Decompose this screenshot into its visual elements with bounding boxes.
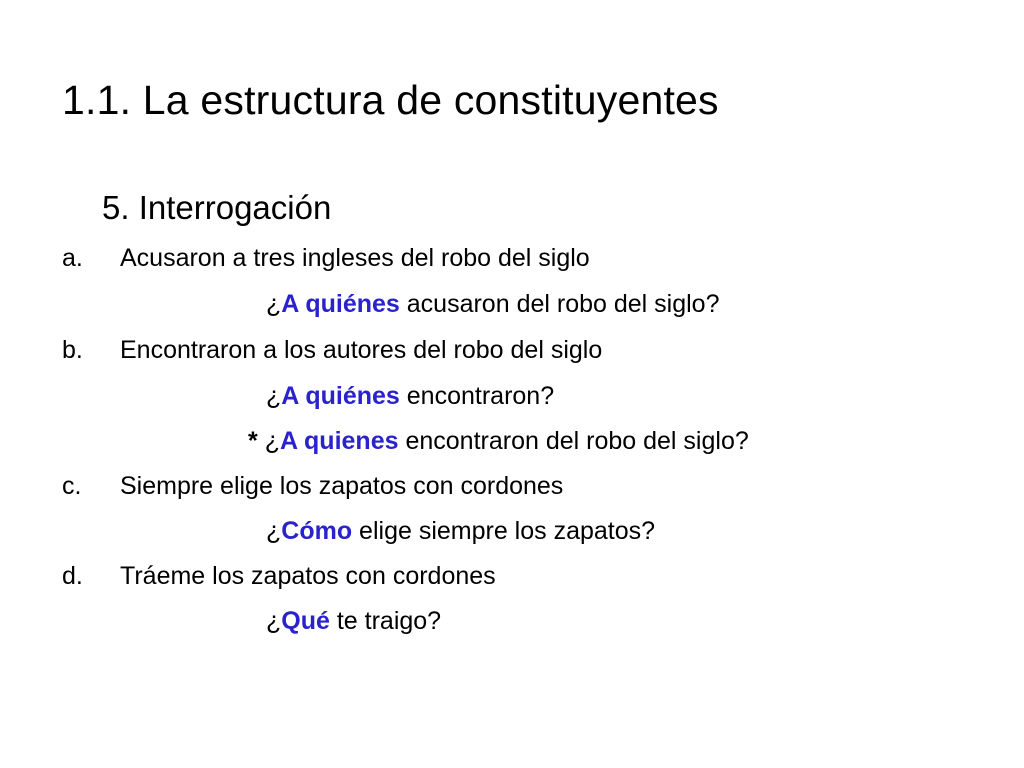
wh-keyword: A quiénes bbox=[281, 382, 400, 410]
question-line bbox=[266, 287, 719, 321]
question-rest: te traigo? bbox=[329, 607, 442, 635]
example-question bbox=[0, 379, 1024, 413]
sentence-text: Tráeme los zapatos con cordones bbox=[120, 562, 496, 590]
wh-keyword: A quienes bbox=[279, 427, 399, 455]
wh-keyword: Cómo bbox=[281, 517, 353, 545]
open-question-mark: ¿ bbox=[266, 607, 282, 635]
question-line bbox=[248, 424, 749, 458]
sentence-text: Encontraron a los autores del robo del siglo bbox=[120, 336, 603, 364]
open-question-mark: ¿ bbox=[266, 290, 282, 318]
list-marker: d. bbox=[62, 562, 83, 590]
open-question-mark: ¿ bbox=[264, 427, 280, 455]
example-question bbox=[0, 514, 1024, 548]
question-rest: elige siempre los zapatos? bbox=[352, 517, 656, 545]
list-item-b bbox=[0, 333, 1024, 367]
example-question bbox=[0, 604, 1024, 638]
question-line bbox=[266, 604, 441, 638]
question-rest: encontraron del robo del siglo? bbox=[398, 427, 749, 455]
open-question-mark: ¿ bbox=[266, 517, 282, 545]
example-question bbox=[0, 287, 1024, 321]
question-line bbox=[266, 514, 655, 548]
list-marker: c. bbox=[62, 472, 82, 500]
asterisk-mark: * bbox=[248, 427, 265, 455]
sentence-text: Siempre elige los zapatos con cordones bbox=[120, 472, 564, 500]
section-heading: 5. Interrogación bbox=[102, 189, 332, 226]
list-item-c bbox=[0, 469, 1024, 503]
slide-title: 1.1. La estructura de constituyentes bbox=[62, 77, 719, 123]
list-marker: b. bbox=[62, 336, 83, 364]
sentence-text: Acusaron a tres ingleses del robo del siglo bbox=[120, 244, 590, 272]
wh-keyword: Qué bbox=[281, 607, 330, 635]
example-question-ungrammatical bbox=[0, 424, 1024, 458]
question-rest: acusaron del robo del siglo? bbox=[399, 290, 720, 318]
question-rest: encontraron? bbox=[399, 382, 555, 410]
list-item-d bbox=[0, 559, 1024, 593]
list-item-a bbox=[0, 241, 1024, 275]
question-line bbox=[266, 379, 554, 413]
open-question-mark: ¿ bbox=[266, 382, 282, 410]
list-marker: a. bbox=[62, 244, 83, 272]
wh-keyword: A quiénes bbox=[281, 290, 400, 318]
